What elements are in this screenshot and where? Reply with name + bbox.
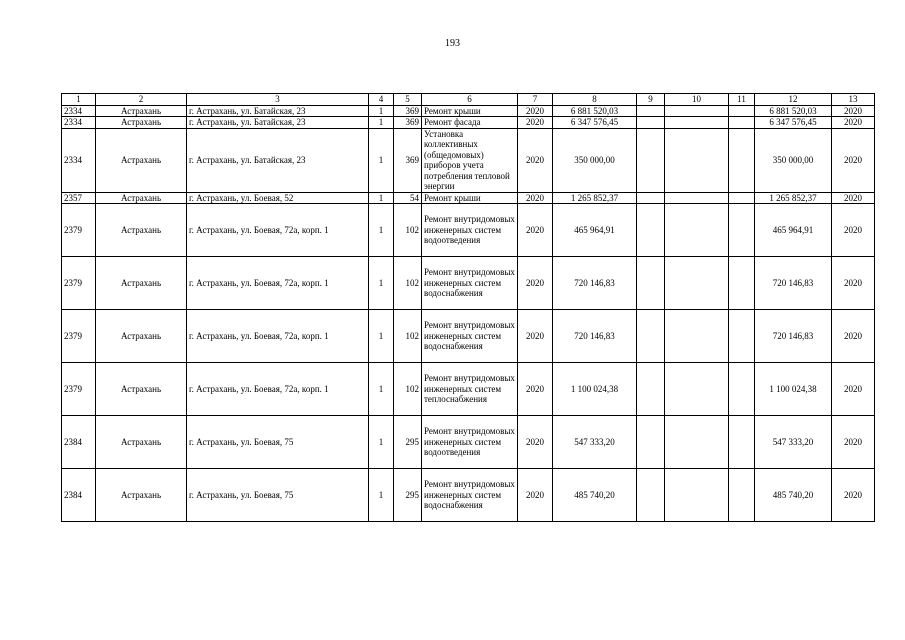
cell-city: Астрахань — [96, 204, 187, 257]
cell-address: г. Астрахань, ул. Боевая, 72а, корп. 1 — [187, 257, 369, 310]
column-number: 5 — [394, 94, 422, 106]
cell-col5: 54 — [394, 192, 422, 204]
cell-amount: 6 347 576,45 — [553, 117, 637, 129]
cell-work: Ремонт крыши — [422, 105, 518, 117]
cell-col4: 1 — [369, 363, 394, 416]
cell-total: 547 333,20 — [755, 416, 832, 469]
cell-amount: 1 100 024,38 — [553, 363, 637, 416]
cell-col9 — [637, 192, 665, 204]
cell-year: 2020 — [518, 117, 553, 129]
cell-col9 — [637, 469, 665, 522]
cell-total: 350 000,00 — [755, 128, 832, 192]
cell-city: Астрахань — [96, 105, 187, 117]
cell-address: г. Астрахань, ул. Боевая, 52 — [187, 192, 369, 204]
cell-total: 485 740,20 — [755, 469, 832, 522]
cell-end-year: 2020 — [832, 204, 875, 257]
cell-work: Ремонт фасада — [422, 117, 518, 129]
cell-work: Ремонт внутридомовых инженерных систем водоснабжения — [422, 469, 518, 522]
column-number-row — [62, 94, 875, 106]
page-number: 193 — [445, 38, 460, 49]
cell-col9 — [637, 416, 665, 469]
table-row — [62, 416, 875, 469]
cell-col4: 1 — [369, 469, 394, 522]
cell-work: Ремонт внутридомовых инженерных систем теплоснабжения — [422, 363, 518, 416]
cell-city: Астрахань — [96, 363, 187, 416]
cell-work: Ремонт внутридомовых инженерных систем водоснабжения — [422, 310, 518, 363]
cell-address: г. Астрахань, ул. Боевая, 72а, корп. 1 — [187, 310, 369, 363]
cell-end-year: 2020 — [832, 105, 875, 117]
cell-col4: 1 — [369, 257, 394, 310]
table-row — [62, 128, 875, 192]
cell-col10 — [665, 128, 729, 192]
cell-end-year: 2020 — [832, 310, 875, 363]
cell-col4: 1 — [369, 204, 394, 257]
cell-col5: 295 — [394, 469, 422, 522]
cell-work: Ремонт внутридомовых инженерных систем водоснабжения — [422, 257, 518, 310]
cell-col10 — [665, 192, 729, 204]
cell-work: Ремонт внутридомовых инженерных систем водоотведения — [422, 204, 518, 257]
cell-total: 6 881 520,03 — [755, 105, 832, 117]
cell-id: 2334 — [62, 128, 96, 192]
cell-col11 — [729, 416, 755, 469]
cell-col9 — [637, 105, 665, 117]
cell-amount: 465 964,91 — [553, 204, 637, 257]
cell-col5: 295 — [394, 416, 422, 469]
cell-year: 2020 — [518, 105, 553, 117]
cell-col11 — [729, 257, 755, 310]
cell-col9 — [637, 363, 665, 416]
cell-col4: 1 — [369, 416, 394, 469]
cell-address: г. Астрахань, ул. Батайская, 23 — [187, 117, 369, 129]
table-row — [62, 310, 875, 363]
cell-col9 — [637, 257, 665, 310]
cell-col9 — [637, 310, 665, 363]
capital-repair-table — [61, 93, 875, 522]
cell-col5: 369 — [394, 117, 422, 129]
cell-year: 2020 — [518, 128, 553, 192]
cell-col11 — [729, 192, 755, 204]
cell-col4: 1 — [369, 192, 394, 204]
cell-col5: 102 — [394, 310, 422, 363]
cell-id: 2379 — [62, 310, 96, 363]
cell-col10 — [665, 117, 729, 129]
cell-amount: 720 146,83 — [553, 257, 637, 310]
cell-year: 2020 — [518, 416, 553, 469]
cell-city: Астрахань — [96, 310, 187, 363]
cell-id: 2379 — [62, 204, 96, 257]
table-row — [62, 469, 875, 522]
cell-end-year: 2020 — [832, 117, 875, 129]
cell-col10 — [665, 469, 729, 522]
table-row — [62, 257, 875, 310]
column-number: 10 — [665, 94, 729, 106]
column-number: 3 — [187, 94, 369, 106]
cell-id: 2334 — [62, 117, 96, 129]
cell-col11 — [729, 363, 755, 416]
column-number: 7 — [518, 94, 553, 106]
cell-col5: 369 — [394, 105, 422, 117]
table-row — [62, 204, 875, 257]
column-number: 11 — [729, 94, 755, 106]
cell-city: Астрахань — [96, 128, 187, 192]
column-number: 4 — [369, 94, 394, 106]
column-number: 1 — [62, 94, 96, 106]
cell-year: 2020 — [518, 257, 553, 310]
cell-total: 720 146,83 — [755, 257, 832, 310]
cell-year: 2020 — [518, 204, 553, 257]
cell-total: 1 100 024,38 — [755, 363, 832, 416]
cell-year: 2020 — [518, 363, 553, 416]
cell-amount: 485 740,20 — [553, 469, 637, 522]
cell-col11 — [729, 128, 755, 192]
cell-year: 2020 — [518, 469, 553, 522]
column-number: 13 — [832, 94, 875, 106]
cell-year: 2020 — [518, 192, 553, 204]
cell-col5: 102 — [394, 257, 422, 310]
cell-col10 — [665, 204, 729, 257]
cell-col4: 1 — [369, 105, 394, 117]
cell-end-year: 2020 — [832, 416, 875, 469]
cell-city: Астрахань — [96, 192, 187, 204]
cell-col11 — [729, 105, 755, 117]
cell-col4: 1 — [369, 128, 394, 192]
cell-end-year: 2020 — [832, 128, 875, 192]
cell-address: г. Астрахань, ул. Батайская, 23 — [187, 105, 369, 117]
cell-year: 2020 — [518, 310, 553, 363]
cell-col5: 102 — [394, 363, 422, 416]
column-number: 2 — [96, 94, 187, 106]
cell-col5: 369 — [394, 128, 422, 192]
cell-col10 — [665, 363, 729, 416]
column-number: 6 — [422, 94, 518, 106]
cell-address: г. Астрахань, ул. Боевая, 75 — [187, 416, 369, 469]
cell-col10 — [665, 257, 729, 310]
cell-city: Астрахань — [96, 257, 187, 310]
cell-col11 — [729, 204, 755, 257]
cell-col10 — [665, 310, 729, 363]
cell-col9 — [637, 117, 665, 129]
table-row — [62, 363, 875, 416]
cell-id: 2357 — [62, 192, 96, 204]
cell-col9 — [637, 204, 665, 257]
cell-col9 — [637, 128, 665, 192]
cell-id: 2384 — [62, 416, 96, 469]
table-row — [62, 117, 875, 129]
cell-col4: 1 — [369, 117, 394, 129]
column-number: 12 — [755, 94, 832, 106]
column-number: 8 — [553, 94, 637, 106]
cell-end-year: 2020 — [832, 192, 875, 204]
cell-work: Установка коллективных (общедомовых) приборов учета потребления тепловой энергии — [422, 128, 518, 192]
cell-id: 2384 — [62, 469, 96, 522]
table-row — [62, 105, 875, 117]
cell-address: г. Астрахань, ул. Боевая, 72а, корп. 1 — [187, 363, 369, 416]
cell-amount: 6 881 520,03 — [553, 105, 637, 117]
cell-col11 — [729, 117, 755, 129]
cell-address: г. Астрахань, ул. Боевая, 75 — [187, 469, 369, 522]
cell-amount: 720 146,83 — [553, 310, 637, 363]
cell-col10 — [665, 416, 729, 469]
cell-amount: 350 000,00 — [553, 128, 637, 192]
cell-id: 2379 — [62, 257, 96, 310]
cell-end-year: 2020 — [832, 363, 875, 416]
cell-col5: 102 — [394, 204, 422, 257]
cell-total: 465 964,91 — [755, 204, 832, 257]
cell-total: 720 146,83 — [755, 310, 832, 363]
cell-col11 — [729, 310, 755, 363]
table-row — [62, 192, 875, 204]
cell-col4: 1 — [369, 310, 394, 363]
cell-amount: 1 265 852,37 — [553, 192, 637, 204]
cell-city: Астрахань — [96, 469, 187, 522]
cell-id: 2334 — [62, 105, 96, 117]
cell-end-year: 2020 — [832, 469, 875, 522]
column-number: 9 — [637, 94, 665, 106]
cell-total: 1 265 852,37 — [755, 192, 832, 204]
cell-amount: 547 333,20 — [553, 416, 637, 469]
cell-total: 6 347 576,45 — [755, 117, 832, 129]
cell-address: г. Астрахань, ул. Боевая, 72а, корп. 1 — [187, 204, 369, 257]
cell-work: Ремонт крыши — [422, 192, 518, 204]
cell-col10 — [665, 105, 729, 117]
cell-col11 — [729, 469, 755, 522]
cell-city: Астрахань — [96, 416, 187, 469]
cell-work: Ремонт внутридомовых инженерных систем водоотведения — [422, 416, 518, 469]
cell-id: 2379 — [62, 363, 96, 416]
cell-end-year: 2020 — [832, 257, 875, 310]
cell-address: г. Астрахань, ул. Батайская, 23 — [187, 128, 369, 192]
cell-city: Астрахань — [96, 117, 187, 129]
